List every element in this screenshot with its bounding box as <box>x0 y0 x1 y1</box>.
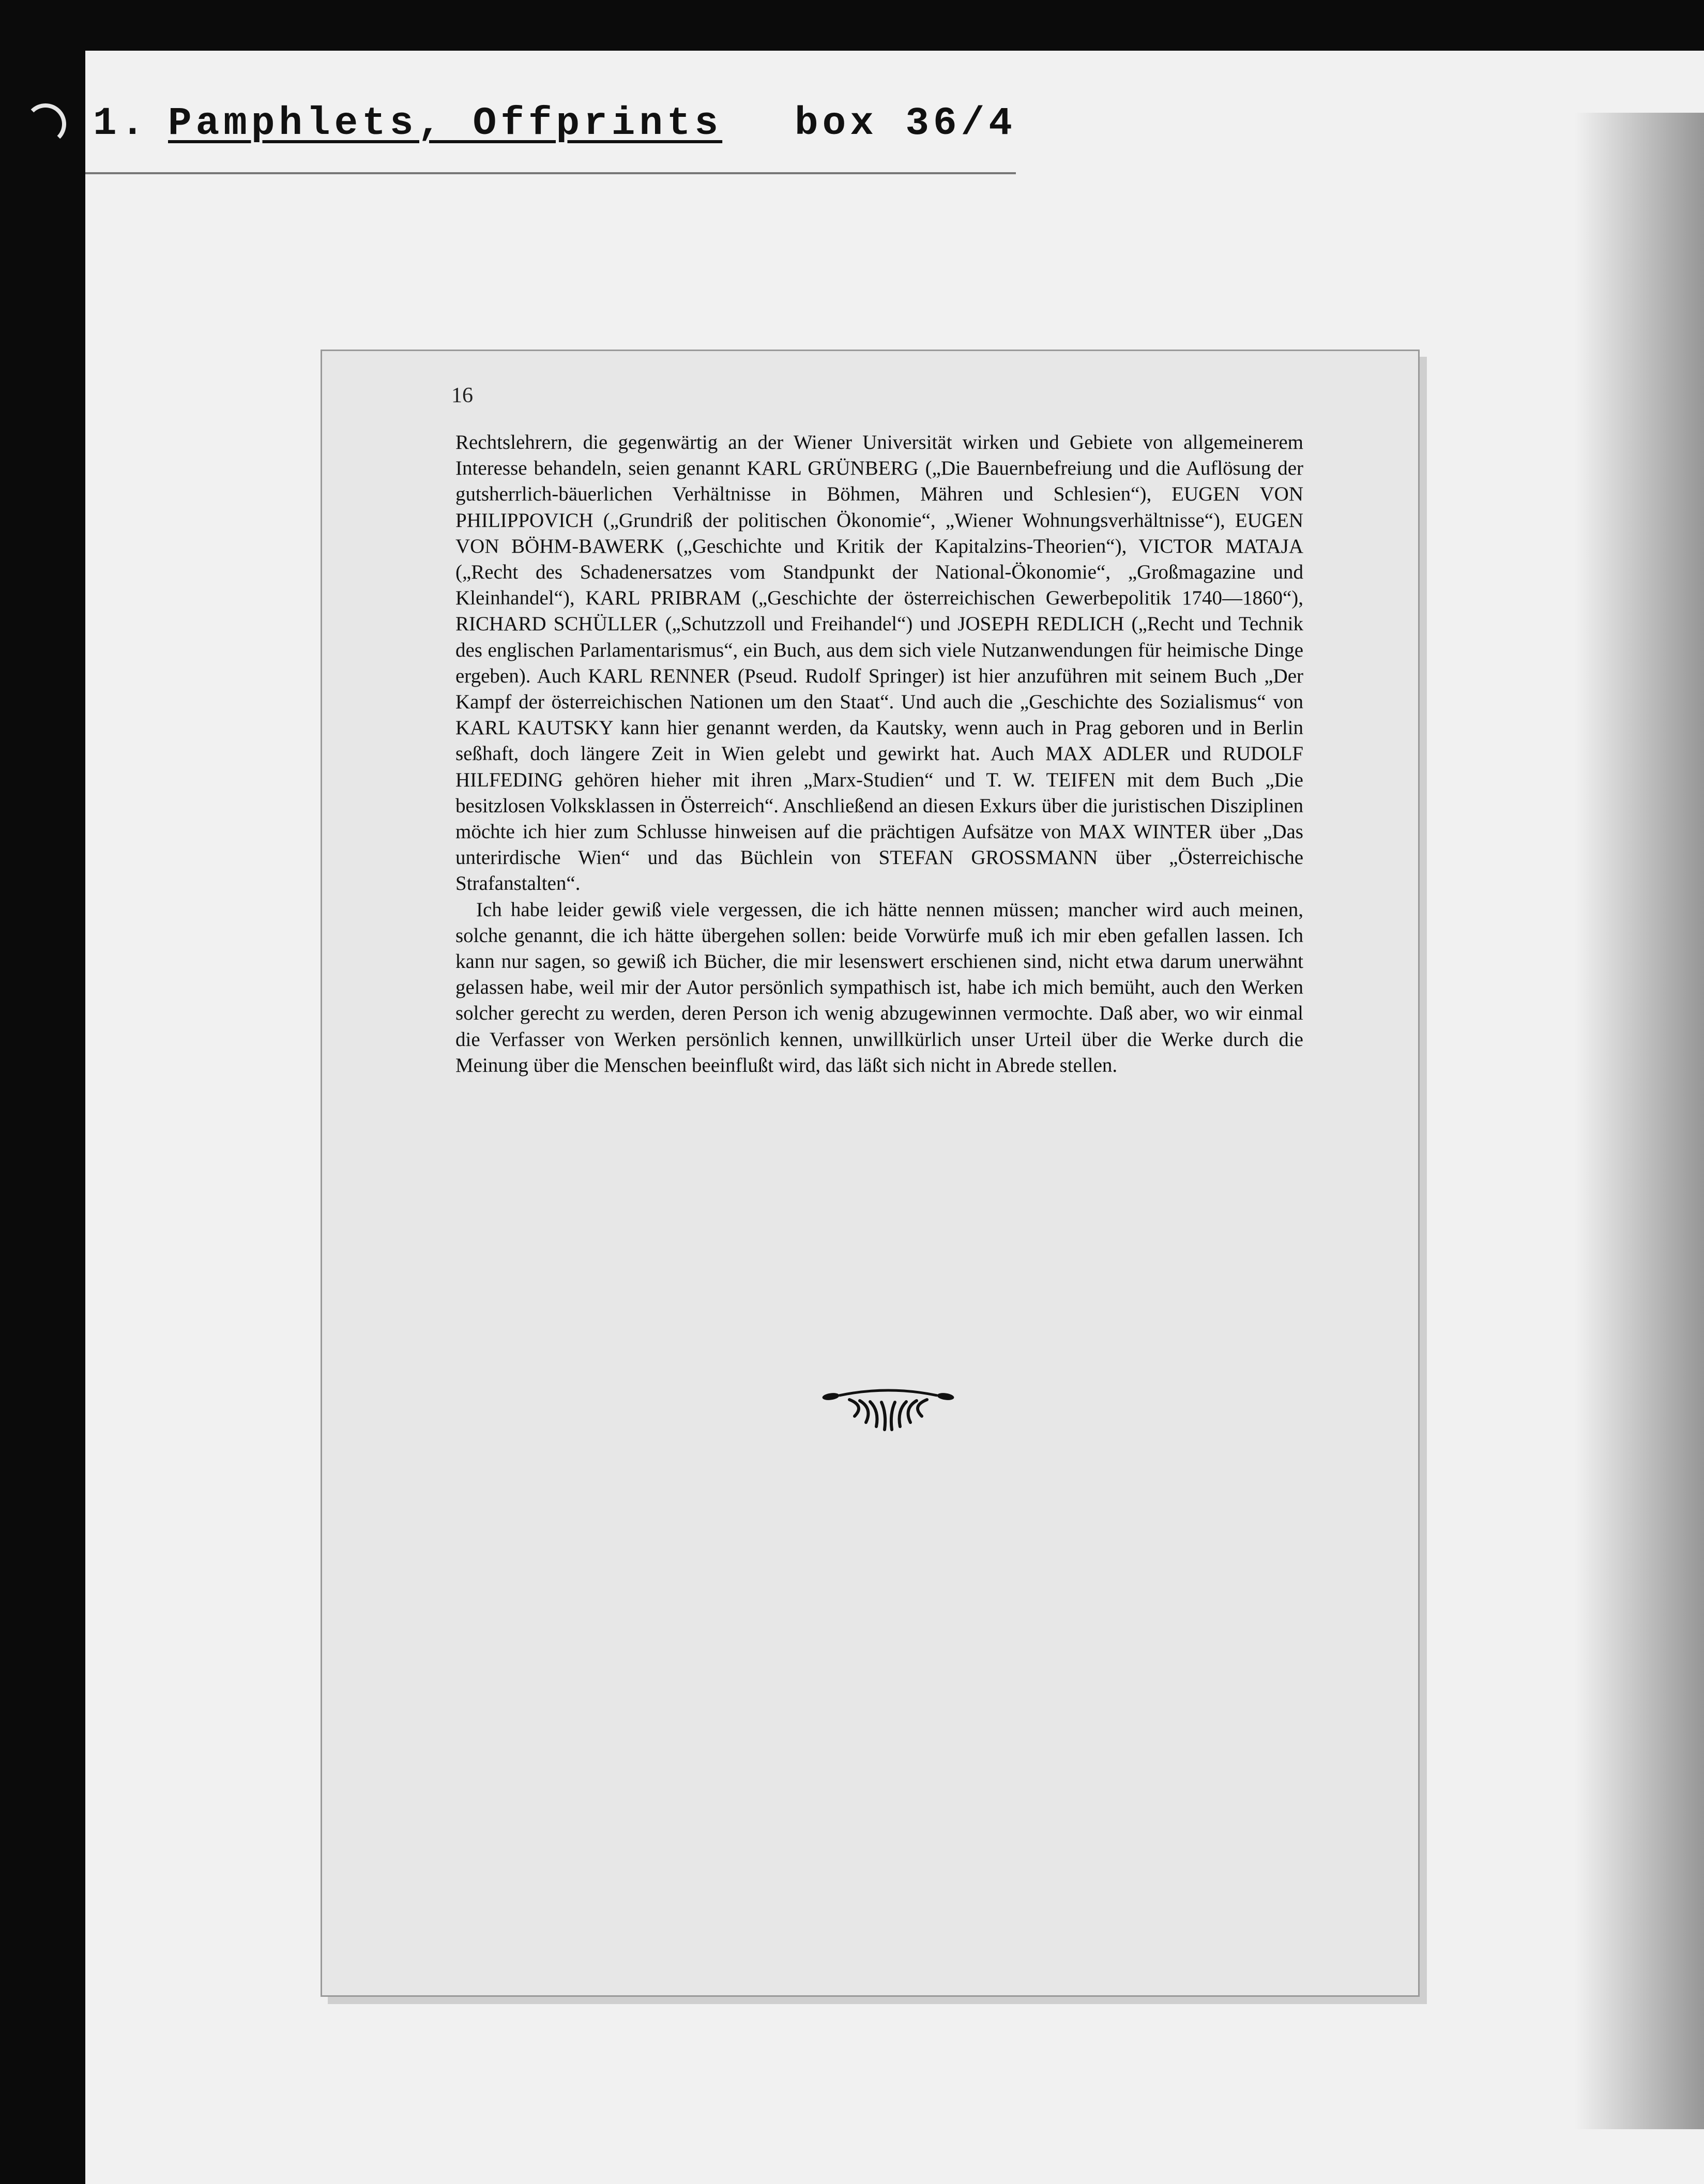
page-number: 16 <box>451 384 473 407</box>
label-number: 1. <box>93 101 149 146</box>
box-number: box 36/4 <box>795 101 1016 146</box>
sheet-shadow <box>1575 113 1704 2129</box>
body-text <box>455 430 1303 1079</box>
paragraph-2: Ich habe leider gewiß viele vergessen, die ich hätte nennen müssen; mancher wird auch meinen, solche genannt, die ich hätte übergehen sollen: beide Vorwürfe muß ich mir eben gefallen lassen. Ich kann nur sagen, so gewiß ich Bücher, die mir lesenswert erschienen sind, nicht etwa darum unerwähnt gelassen habe, weil mir der Autor persönlich sympathisch ist, habe ich mich bemüht, auch den Werken solcher gerecht zu werden, deren Person ich wenig abzugewinnen vermochte. Daß aber, wo wir einmal die Verfasser von Werken persönlich kennen, unwillkürlich unser Urteil über die Werke durch die Meinung über die Menschen beeinflußt wird, das läßt sich nicht in Abrede stellen. <box>455 898 1303 1076</box>
fleuron-ornament-icon <box>818 1385 958 1437</box>
punch-hole-mark <box>25 103 66 145</box>
pamphlet-page <box>321 350 1420 1997</box>
header-rule <box>85 172 1016 174</box>
label-title: Pamphlets, Offprints <box>168 101 723 146</box>
paragraph-1: Rechtslehrern, die gegenwärtig an der Wiener Universität wirken und Gebiete von allgemeinerem Interesse behandeln, seien genannt KARL GRÜNBERG („Die Bauernbefreiung und die Auflösung der gutsherrlich-bäuerlichen Verhältnisse in Böhmen, Mähren und Schlesien“), EUGEN VON PHILIPPOVICH („Grundriß der politischen Ökonomie“, „Wiener Wohnungsverhältnisse“), EUGEN VON BÖHM-BAWERK („Geschichte und Kritik der Kapitalzins-Theorien“), VICTOR MATAJA („Recht des Schadenersatzes vom Standpunkt der National-Ökonomie“, „Großmagazine und Kleinhandel“), KARL PRIBRAM („Geschichte der österreichischen Gewerbepolitik 1740—1860“), RICHARD SCHÜLLER („Schutzzoll und Freihandel“) und JOSEPH REDLICH („Recht und Technik des englischen Parlamentarismus“, ein Buch, aus dem sich viele Nutzanwendungen für heimische Dinge ergeben). Auch KARL RENNER (Pseud. Rudolf Springer) ist hier anzuführen mit seinem Buch „Der Kampf der österreichischen Nationen um den Staat“. Und auch die „Geschichte des Sozialismus“ von KARL KAUTSKY kann hier genannt werden, da Kautsky, wenn auch in Prag geboren und in Berlin seßhaft, doch längere Zeit in Wien gelebt und gewirkt hat. Auch MAX ADLER und RUDOLF HILFEDING gehören hieher mit ihren „Marx-Studien“ und T. W. TEIFEN mit dem Buch „Die besitzlosen Volksklassen in Österreich“. Anschließend an diesen Exkurs über die juristischen Disziplinen möchte ich hier zum Schlusse hinweisen auf die prächtigen Aufsätze von MAX WINTER über „Das unterirdische Wien“ und das Büchlein von STEFAN GROSSMANN über „Österreichische Strafanstalten“. <box>455 431 1303 895</box>
